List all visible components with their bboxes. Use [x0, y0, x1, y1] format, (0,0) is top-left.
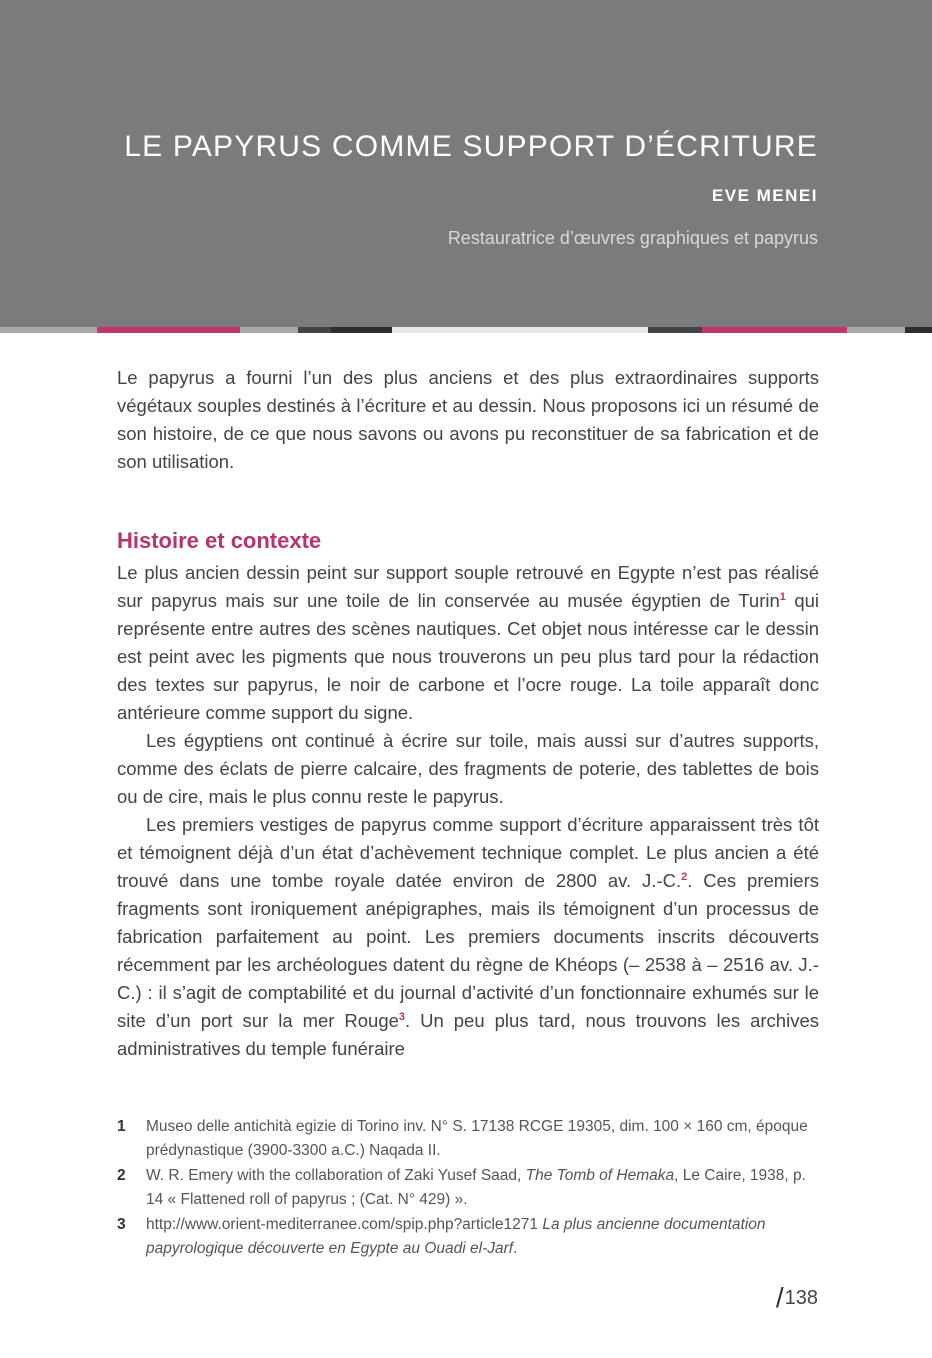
paragraph-text: . Ces premiers fragments sont ironiquement anépigraphes, mais ils témoignent d’un processus de fabrication parfaitement au point. Les premiers documents inscrits découverts récemment par les archéologues datent du règne de Khéops (– 2538 à – 2516 av. J.-C.) : il s’agit de comptabilité et du journal d’activité d’un fonctionnaire exhumés sur le site d’un port sur la mer Rouge — [117, 870, 819, 1031]
chapter-header — [0, 0, 932, 327]
stripe-segment — [702, 327, 847, 333]
stripe-segment — [331, 327, 392, 333]
paragraph-text: . Un peu plus tard, nous trouvons les archives administratives du temple funéraire — [117, 1010, 819, 1059]
footnote-text: . — [513, 1240, 518, 1257]
page-number — [776, 1279, 818, 1311]
footnote-link[interactable]: http://www.orient-mediterranee.com/spip.php?article1271 — [146, 1216, 543, 1233]
paragraph — [117, 559, 819, 727]
section-heading: Histoire et contexte — [117, 528, 322, 553]
footnote — [117, 1164, 819, 1212]
stripe-segment — [240, 327, 298, 333]
footnote-ref[interactable]: 1 — [779, 590, 786, 603]
footnote-text: , Le Caire, 1938, p. 14 « Flattened roll of papyrus ; (Cat. N° 429) ». — [146, 1167, 806, 1208]
footnote-number: 3 — [117, 1216, 126, 1233]
paragraph: Les égyptiens ont continué à écrire sur toile, mais aussi sur d’autres supports, comme des éclats de pierre calcaire, des fragments de poterie, des tablettes de bois ou de cire, mais le plus connu reste le papyrus. — [117, 730, 819, 807]
paragraph — [117, 811, 819, 1063]
stripe-segment — [847, 327, 905, 333]
intro-paragraph: Le papyrus a fourni l’un des plus anciens et des plus extraordinaires supports végétaux souples destinés à l’écriture et au dessin. Nous proposons ici un résumé de son histoire, de ce que nous savons ou avons pu reconstituer de sa fabrication et de son utilisation. — [117, 367, 819, 472]
footnote-text: Museo delle antichità egizie di Torino inv. N° S. 17138 RCGE 19305, dim. 100 × 160 cm, époque prédynastique (3900-3300 a.C.) Naqada II. — [146, 1118, 808, 1159]
paragraph-text: Les premiers vestiges de papyrus comme support d’écriture apparaissent très tôt et témoignent déjà d’un état d’achèvement technique complet. Le plus ancien a été trouvé dans une tombe royale datée environ de 2800 av. J.-C. — [117, 814, 819, 891]
author-name: EVE MENEI — [711, 186, 818, 205]
body-text — [117, 559, 819, 1063]
footnote-title: The Tomb of Hemaka — [525, 1167, 675, 1184]
stripe-segment — [97, 327, 240, 333]
author-role: Restauratrice d’œuvres graphiques et papyrus — [447, 228, 818, 248]
footnote — [117, 1213, 819, 1261]
footnote-ref[interactable]: 3 — [398, 1010, 406, 1023]
stripe-segment — [298, 327, 331, 333]
paragraph-text: qui représente entre autres des scènes nautiques. Cet objet nous intéresse car le dessin est peint avec les pigments que nous trouverons un peu plus tard pour la rédaction des textes sur papyrus, le noir de carbone et l’ocre rouge. La toile apparaît donc antérieure comme support du signe. — [117, 590, 820, 723]
footnote-title: La plus ancienne documentation papyrologique découverte en Egypte au Ouadi el-Jarf — [146, 1216, 766, 1257]
footnote-number: 1 — [117, 1118, 126, 1135]
stripe-segment — [0, 327, 97, 333]
page-slash: / — [775, 1282, 784, 1313]
stripe-segment — [648, 327, 702, 333]
footnotes — [117, 1115, 819, 1262]
footnote-number: 2 — [117, 1167, 126, 1184]
page-number-value: 138 — [784, 1287, 818, 1309]
chapter-title: LE PAPYRUS COMME SUPPORT D’ÉCRITURE — [124, 130, 818, 163]
stripe-segment — [392, 327, 648, 333]
stripe-segment — [905, 327, 932, 333]
footnote-text: W. R. Emery with the collaboration of Zaki Yusef Saad, — [146, 1167, 526, 1184]
paragraph-text: Le plus ancien dessin peint sur support souple retrouvé en Egypte n’est pas réalisé sur papyrus mais sur une toile de lin conservée au musée égyptien de Turin — [117, 562, 819, 611]
footnote — [117, 1115, 819, 1163]
footnote-ref[interactable]: 2 — [681, 870, 688, 883]
